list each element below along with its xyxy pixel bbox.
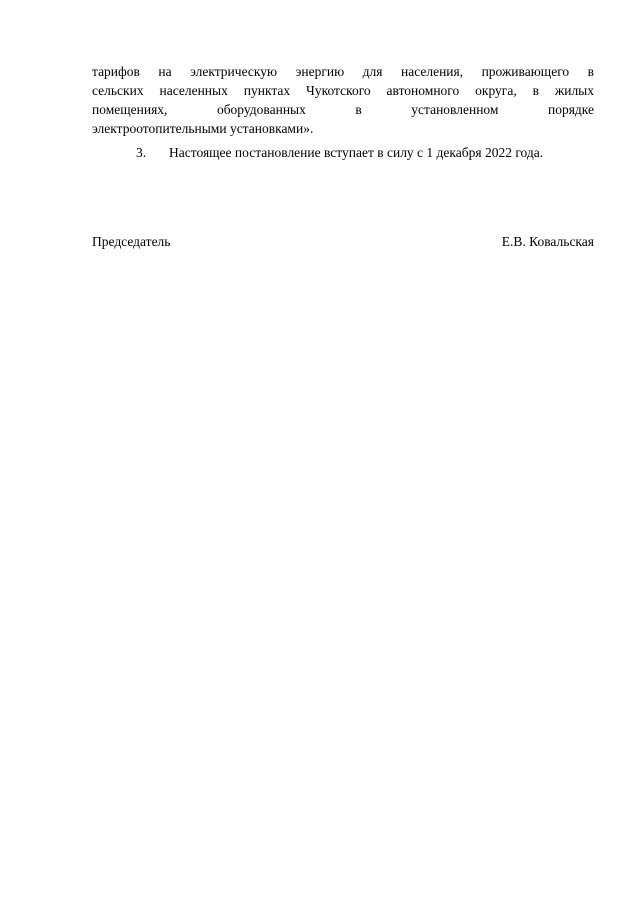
signatory-name: Е.В. Ковальская [501, 234, 594, 249]
paragraph-line-2: сельских населенных пунктах Чукотского автономного округа, в жилых [92, 83, 594, 98]
paragraph-continuation [92, 62, 594, 138]
item-number: 3. [136, 145, 147, 160]
signatory-title: Председатель [92, 234, 171, 249]
paragraph-line-3: помещениях, оборудованных в установленном порядке [92, 102, 594, 117]
signature-block [92, 232, 594, 251]
paragraph-line-4: электроотопительными установками». [92, 121, 314, 136]
paragraph-line-1: тарифов на электрическую энергию для населения, проживающего в [92, 64, 594, 79]
item-text: Настоящее постановление вступает в силу с 1 декабря 2022 года. [169, 145, 544, 160]
numbered-item-3 [92, 143, 594, 162]
